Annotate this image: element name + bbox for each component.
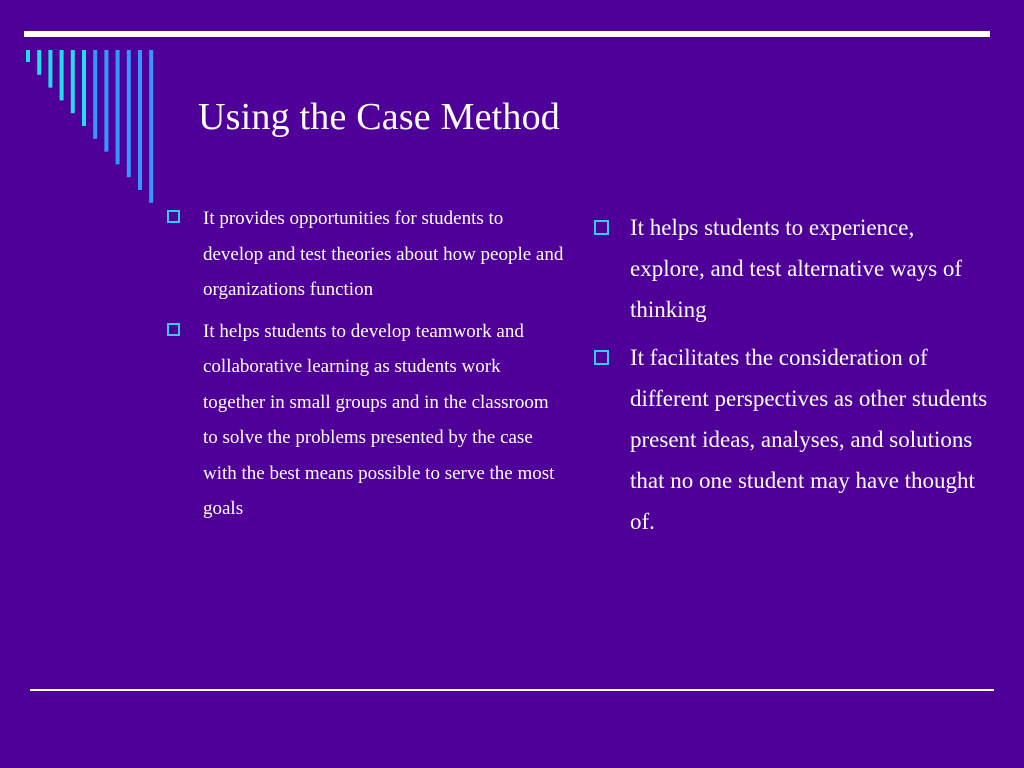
right-bullet-list: [594, 208, 994, 550]
left-bullet-text: It provides opportunities for students to develop and test theories about how people and organizations function: [203, 208, 564, 300]
bottom-divider-line: [30, 689, 994, 691]
decorative-stripe: [37, 50, 41, 75]
decorative-stripe: [60, 50, 64, 100]
decorative-stripes: [0, 0, 180, 210]
decorative-stripe: [48, 50, 52, 88]
hollow-square-bullet-icon: [594, 350, 609, 365]
left-bullet-item: [167, 314, 567, 527]
left-bullet-text: It helps students to develop teamwork and collaborative learning as students work together in small groups and in the classroom to solve the problems presented by the case with the best means possible to serve the most goals: [203, 320, 555, 519]
decorative-stripe: [82, 50, 86, 126]
decorative-stripe: [93, 50, 97, 139]
left-bullet-item: [167, 201, 567, 308]
decorative-stripe: [116, 50, 120, 164]
decorative-stripe: [149, 50, 153, 203]
decorative-stripe: [104, 50, 108, 152]
left-bullet-list: [167, 201, 567, 533]
hollow-square-bullet-icon: [594, 220, 609, 235]
decorative-stripe: [26, 50, 30, 62]
hollow-square-bullet-icon: [167, 323, 180, 336]
decorative-stripe: [127, 50, 131, 177]
hollow-square-bullet-icon: [167, 210, 180, 223]
right-bullet-text: It facilitates the consideration of different perspectives as other students present ideas, analyses, and solutions that no one student may have thought of.: [630, 345, 988, 534]
decorative-stripe: [71, 50, 75, 113]
slide-title: Using the Case Method: [198, 96, 560, 138]
right-bullet-text: It helps students to experience, explore, and test alternative ways of thinking: [630, 215, 963, 322]
decorative-stripe: [138, 50, 142, 190]
right-bullet-item: [594, 208, 994, 330]
right-bullet-item: [594, 338, 994, 542]
